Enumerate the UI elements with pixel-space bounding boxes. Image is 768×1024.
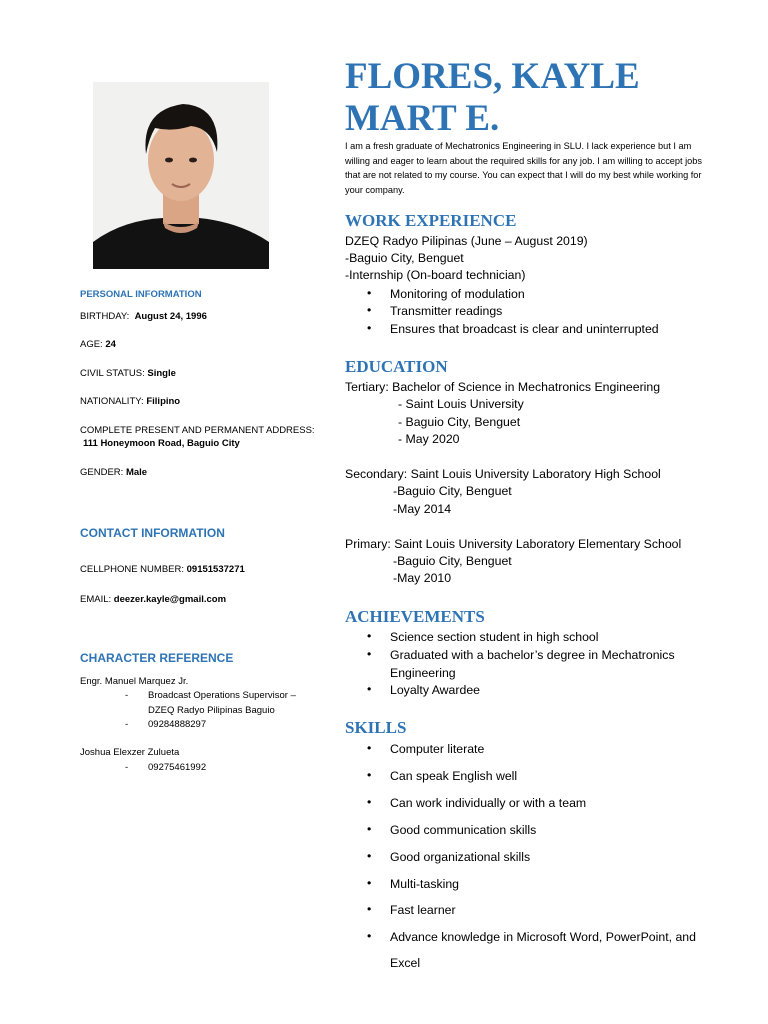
bullet-icon: • (367, 768, 372, 782)
achievements-title: ACHIEVEMENTS (345, 607, 485, 626)
reference-1-phone: 09284888297 (148, 719, 207, 730)
work-experience-title: WORK EXPERIENCE (345, 211, 517, 230)
skills-title: SKILLS (345, 718, 407, 737)
bullet-icon: • (367, 929, 372, 943)
summary-paragraph: I am a fresh graduate of Mechatronics Engineering in SLU. I lack experience but I am willing and eager to learn about the required skills for any job. I am willing to accept jobs that are not related to my course. You can expect that I will do my best while working for your company. (345, 141, 702, 195)
bullet-icon: • (367, 682, 372, 696)
civil-status-value: Single (147, 368, 176, 379)
education-primary-date: -May 2010 (393, 571, 452, 585)
email-label: EMAIL: (80, 594, 112, 605)
education-secondary-place: -Baguio City, Benguet (393, 484, 512, 498)
phone-value: 09151537271 (186, 564, 245, 575)
work-task-text: Transmitter readings (390, 304, 503, 318)
education-tertiary-date: - May 2020 (398, 432, 460, 446)
work-role: -Internship (On-board technician) (345, 268, 526, 282)
education-primary-place: -Baguio City, Benguet (393, 554, 512, 568)
email-row (80, 594, 226, 605)
address-label: COMPLETE PRESENT AND PERMANENT ADDRESS: (80, 425, 315, 436)
skill-text: Good organizational skills (390, 850, 531, 864)
birthday-row (80, 311, 207, 322)
birthday-label: BIRTHDAY: (80, 311, 130, 322)
personal-info-heading: PERSONAL INFORMATION (80, 289, 202, 300)
character-reference-heading: CHARACTER REFERENCE (80, 651, 234, 665)
achievement-text: Graduated with a bachelor’s degree in Mechatronics Engineering (390, 648, 675, 680)
nationality-row (80, 396, 180, 407)
right-column (345, 0, 745, 1024)
reference-1-phone-dash: - (125, 719, 129, 730)
education-tertiary-school: - Saint Louis University (398, 397, 524, 411)
reference-2-name: Joshua Elexzer Zulueta (80, 747, 180, 758)
education-secondary-date: -May 2014 (393, 502, 452, 516)
reference-1-position: Broadcast Operations Supervisor – (148, 690, 296, 701)
address-value: 111 Honeymoon Road, Baguio City (83, 438, 240, 449)
contact-info-heading: CONTACT INFORMATION (80, 526, 225, 540)
bullet-icon: • (367, 849, 372, 863)
applicant-name: FLORES, KAYLE MART E. (345, 56, 640, 139)
bullet-icon: • (367, 741, 372, 755)
reference-1-name: Engr. Manuel Marquez Jr. (80, 676, 189, 687)
age-row (80, 339, 116, 350)
civil-status-row (80, 368, 176, 379)
education-secondary: Secondary: Saint Louis University Laboratory High School (345, 467, 661, 481)
work-location: -Baguio City, Benguet (345, 251, 464, 265)
birthday-value: August 24, 1996 (134, 311, 207, 322)
bullet-icon: • (367, 795, 372, 809)
work-task-text: Monitoring of modulation (390, 287, 525, 301)
education-tertiary: Tertiary: Bachelor of Science in Mechatronics Engineering (345, 380, 661, 394)
bullet-icon: • (367, 286, 372, 300)
skill-text: Multi-tasking (390, 877, 460, 891)
bullet-icon: • (367, 303, 372, 317)
phone-label: CELLPHONE NUMBER: (80, 564, 184, 575)
achievement-text: Loyalty Awardee (390, 683, 481, 697)
education-tertiary-place: - Baguio City, Benguet (398, 415, 521, 429)
bullet-icon: • (367, 629, 372, 643)
skill-text: Advance knowledge in Microsoft Word, PowerPoint, and Excel (390, 930, 696, 970)
skill-text: Fast learner (390, 903, 456, 917)
bullet-icon: • (367, 822, 372, 836)
nationality-value: Filipino (146, 396, 181, 407)
achievement-text: Science section student in high school (390, 630, 599, 644)
bullet-icon: • (367, 321, 372, 335)
skill-text: Good communication skills (390, 823, 537, 837)
bullet-icon: • (367, 647, 372, 661)
reference-1-dash: - (125, 690, 129, 701)
bullet-icon: • (367, 902, 372, 916)
profile-photo (93, 82, 269, 269)
age-value: 24 (105, 339, 116, 350)
reference-1-company: DZEQ Radyo Pilipinas Baguio (148, 705, 275, 716)
email-value[interactable]: deezer.kayle@gmail.com (113, 594, 227, 605)
gender-value: Male (125, 467, 148, 478)
education-title: EDUCATION (345, 357, 448, 376)
skill-text: Can work individually or with a team (390, 796, 587, 810)
skill-text: Computer literate (390, 742, 485, 756)
education-primary: Primary: Saint Louis University Laboratory Elementary School (345, 537, 682, 551)
left-column (80, 0, 330, 1024)
work-employer: DZEQ Radyo Pilipinas (June – August 2019) (345, 234, 588, 248)
work-task-text: Ensures that broadcast is clear and uninterrupted (390, 322, 659, 336)
skill-text: Can speak English well (390, 769, 518, 783)
gender-row (80, 467, 147, 478)
reference-2-dash: - (125, 762, 129, 773)
civil-status-label: CIVIL STATUS: (80, 368, 145, 379)
bullet-icon: • (367, 876, 372, 890)
nationality-label: NATIONALITY: (80, 396, 144, 407)
age-label: AGE: (80, 339, 103, 350)
reference-2-phone: 09275461992 (148, 762, 207, 773)
phone-row (80, 564, 245, 575)
gender-label: GENDER: (80, 467, 124, 478)
